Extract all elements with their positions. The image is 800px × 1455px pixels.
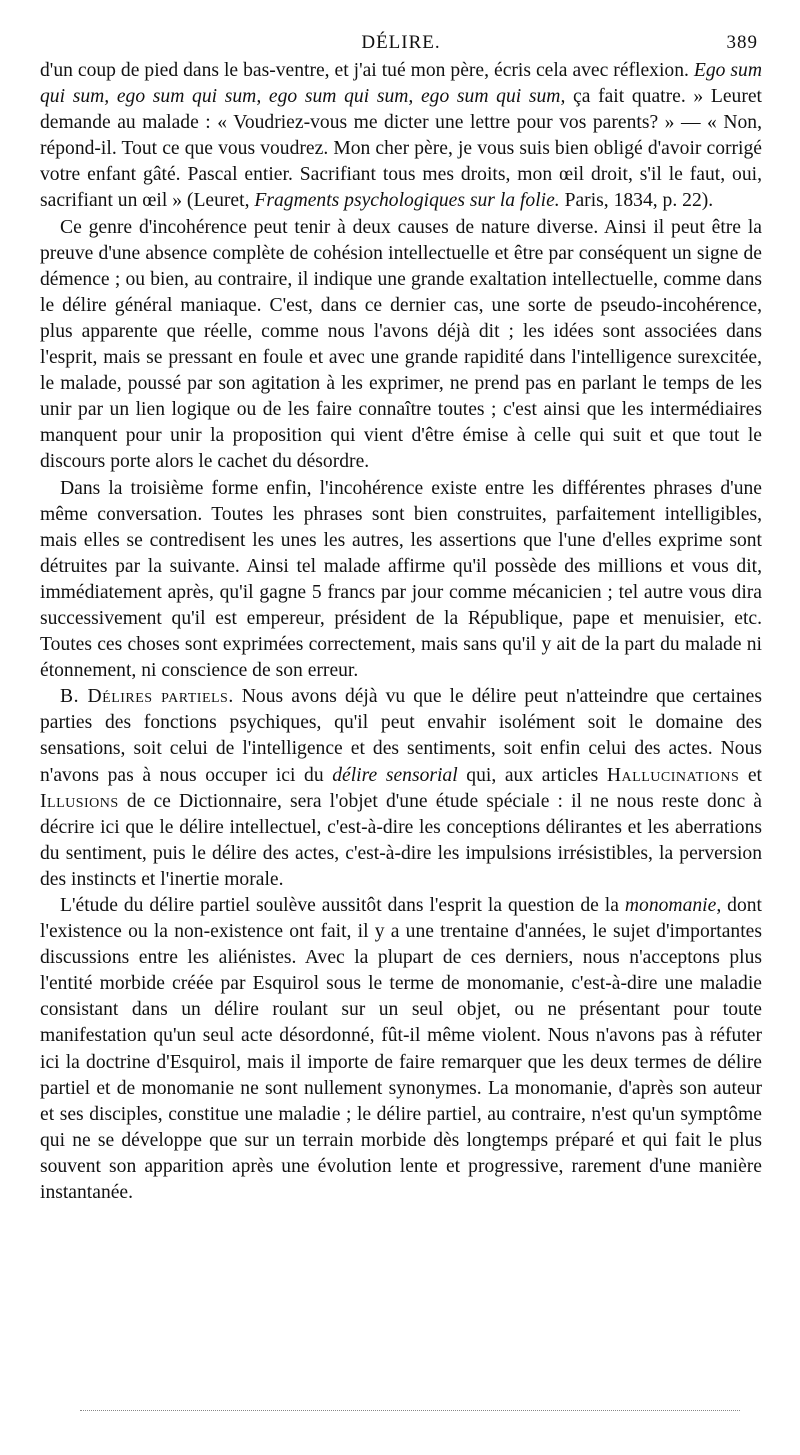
paragraph-third-form: Dans la troisième forme enfin, l'incohérence existe entre les différentes phrases d'une même conversation. Toutes les phrases sont bien construites, parfaitement intelligibles, mais elles se contredisent les unes les autres, les assertions que l'une d'elles exprime sont détruites par la suivante. Ainsi tel malade affirme qu'il possède des millions et vous dit, immédiatement après, qu'il gagne 5 francs par jour comme mécanicien ; tel autre vous dira successivement qu'il est empereur, président de la République, pape et menuisier, etc. Toutes ces choses sont exprimées correctement, mais sans qu'il y ait de la part du malade ni étonnement, ni conscience de son erreur.: [40, 477, 762, 682]
emphasized-term: délire sensorial: [332, 764, 458, 786]
paragraph-monomania: [40, 893, 762, 1206]
cross-reference-hallucinations: Hallucinations: [606, 764, 740, 786]
text-run: L'étude du délire partiel soulève aussitôt dans l'esprit la question de la: [60, 895, 625, 916]
running-title: DÉLIRE.: [361, 32, 441, 53]
text-run: d'un coup de pied dans le bas-ventre, et j'ai tué mon père, écris cela avec réflexion.: [40, 60, 694, 81]
body-text: [40, 58, 762, 1206]
text-run: de ce Dictionnaire, sera l'objet d'une étude spéciale : il ne nous reste donc à décrire ici que le délire intellectuel, c'est-à-dire les conceptions délirantes et les aberrations du sentiment, puis le délire des actes, c'est-à-dire les impulsions irrésistibles, la perversion des instincts et l'inertie morale.: [40, 790, 762, 890]
cross-reference-illusions: Illusions: [40, 790, 119, 812]
paragraph-quotation-continued: [40, 58, 762, 215]
section-heading: B. Délires partiels.: [60, 686, 234, 708]
paragraph-incoherence-causes: Ce genre d'incohérence peut tenir à deux causes de nature diverse. Ainsi il peut être la preuve d'une absence complète de cohésion intellectuelle et être par conséquent un signe de démence ; ou bien, au contraire, il indique une grande exaltation intellectuelle, comme dans le délire général maniaque. C'est, dans ce dernier cas, une sorte de pseudo-incohérence, plus apparente que réelle, comme nous l'avons déjà dit ; les idées sont associées dans l'esprit, mais se pressant en foule et avec une grande rapidité dans l'intelligence surexcitée, le malade, poussé par son agitation à les exprimer, ne prend pas en parlant le temps de les unir par un lien logique ou de les faire connaître toutes ; c'est ainsi que les intermédiaires manquent pour unir la proposition qui vient d'être émise à celle qui suit et que tout le discours porte alors le cachet du désordre.: [40, 216, 762, 473]
text-run: ça fait quatre. » Leuret demande au malade : « Voudriez-vous me dicter une lettre pour vos parents? » — « Non, répond-il. Tout ce que vous voudrez. Mon cher père, je vous suis bien obligé d'avoir corrigé votre enfant gâté. Pascal entier. Sacrifiant tous mes droits, mon œil droit, s'il le faut, oui, sacrifiant un œil » (Leuret,: [40, 86, 762, 212]
cited-work-title: Fragments psychologiques sur la folie.: [254, 190, 560, 212]
text-run: dont l'existence ou la non-existence ont fait, il y a une trentaine d'années, le sujet d'importantes discussions entre les aliénistes. Avec la plupart de ces derniers, nous n'acceptons plus l'entité morbide créée par Esquirol sous le terme de monomanie, c'est-à-dire une maladie consistant dans un délire roulant sur un seul objet, ou ne présentant pour toute manifestation qu'un seul acte désordonné, fût-il même violent. Nous n'avons pas à réfuter ici la doctrine d'Esquirol, mais il importe de faire remarquer que les deux termes de délire partiel et de monomanie ne sont nullement synonymes. La monomanie, d'après son auteur et ses disciples, constitue une maladie ; le délire partiel, au contraire, n'est qu'un symptôme qui ne se développe que sur un terrain morbide dès longtemps préparé et qui fait le plus souvent son apparition après une évolution lente et progressive, rarement d'une manière instantanée.: [40, 895, 763, 1204]
paragraph-partial-delirium: [40, 684, 762, 893]
emphasized-term: monomanie,: [624, 895, 722, 916]
text-run: Paris, 1834, p. 22).: [559, 190, 714, 212]
footer-dotted-rule: [80, 1410, 740, 1411]
latin-phrase: Ego sum qui sum, ego sum qui sum, ego sum qui sum, ego sum qui sum,: [40, 60, 762, 108]
page-header: [40, 28, 762, 58]
text-run: qui, aux articles: [457, 764, 607, 786]
page-number: 389: [726, 32, 758, 53]
text-run: et: [739, 764, 763, 786]
text-run: Nous avons déjà vu que le délire peut n'atteindre que certaines parties des fonctions psychiques, qu'il peut envahir isolément soit le domaine des sensations, soit celui de l'intelligence et des sentiments, soit enfin celui des actes. Nous n'avons pas à nous occuper ici du: [40, 686, 762, 786]
